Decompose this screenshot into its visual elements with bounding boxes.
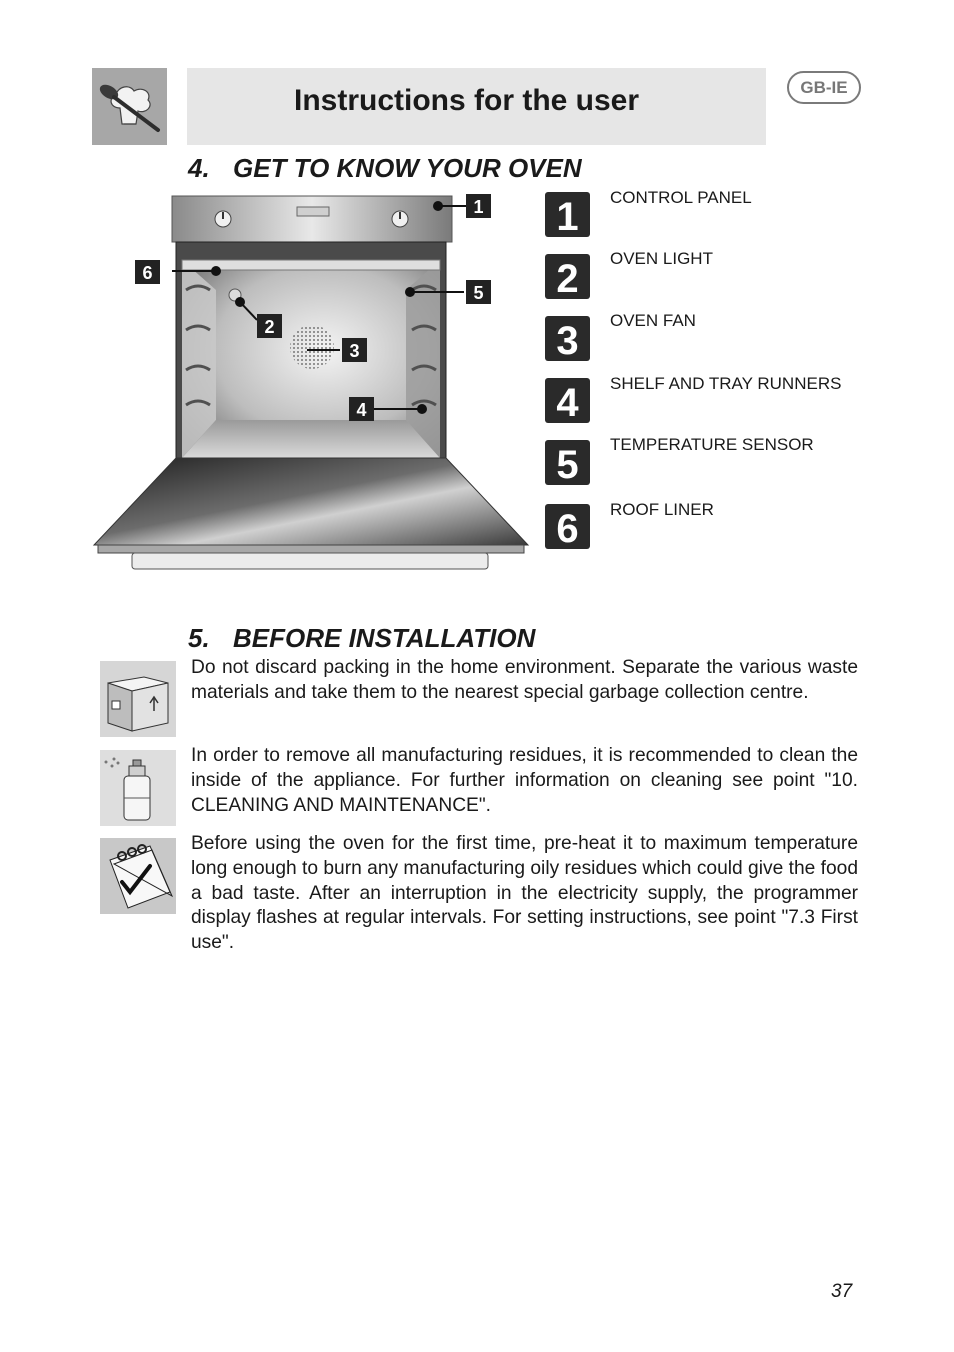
callout-4-label: 4 bbox=[356, 400, 367, 420]
paragraph-packing: Do not discard packing in the home environment. Separate the various waste materials and take them to the nearest special garbage collection centre. bbox=[191, 657, 858, 703]
callout-2-label: 2 bbox=[264, 317, 275, 337]
legend-label-roof-liner: ROOF LINER bbox=[610, 500, 714, 519]
callout-2 bbox=[257, 314, 282, 338]
legend-number-6 bbox=[545, 504, 590, 549]
brand-logo bbox=[92, 68, 167, 145]
section-4-heading: GET TO KNOW YOUR OVEN bbox=[233, 153, 582, 183]
packing-box-icon bbox=[100, 661, 176, 737]
legend-label-oven-fan: OVEN FAN bbox=[610, 311, 696, 330]
legend-label-shelf-runners: SHELF AND TRAY RUNNERS bbox=[610, 374, 842, 393]
legend-label-control-panel: CONTROL PANEL bbox=[610, 188, 752, 207]
spray-can-icon bbox=[100, 750, 176, 826]
paragraph-cleaning: In order to remove all manufacturing residues, it is recommended to clean the inside of the appliance. For further information on cleaning see point "10. CLEANING AND MAINTENANCE". bbox=[191, 745, 858, 816]
svg-text:4: 4 bbox=[556, 381, 579, 423]
section-5-title bbox=[188, 623, 535, 654]
notepad-check-icon bbox=[100, 838, 176, 914]
spoon-chef-hat-icon bbox=[92, 68, 167, 145]
legend-label-temperature-sensor: TEMPERATURE SENSOR bbox=[610, 435, 814, 454]
callout-1-label: 1 bbox=[473, 197, 484, 217]
callout-5 bbox=[466, 280, 491, 304]
callout-1 bbox=[466, 194, 491, 218]
callout-6 bbox=[135, 260, 160, 284]
oven-diagram bbox=[92, 190, 532, 575]
legend-number-5 bbox=[545, 440, 590, 485]
section-5-heading: BEFORE INSTALLATION bbox=[233, 623, 536, 653]
language-badge: GB-IE bbox=[787, 71, 861, 104]
legend-number-3 bbox=[545, 316, 590, 361]
page-number: 37 bbox=[831, 1281, 853, 1302]
legend-number-1 bbox=[545, 192, 590, 237]
paragraph-preheat: Before using the oven for the first time, pre-heat it to maximum temperature long enough to burn any manufacturing oily residues which could give the food a bad taste. After an interruption in the electricity supply, the programmer display flashes at regular intervals. For setting instructions, see point "7.3 First use". bbox=[191, 833, 858, 954]
section-4-number: 4. bbox=[188, 153, 210, 183]
svg-text:6: 6 bbox=[556, 507, 579, 549]
svg-text:1: 1 bbox=[556, 195, 579, 237]
header-bar bbox=[187, 68, 766, 145]
legend-number-2 bbox=[545, 254, 590, 299]
callout-4 bbox=[349, 397, 374, 421]
svg-text:5: 5 bbox=[556, 443, 579, 485]
legend-number-4 bbox=[545, 378, 590, 423]
legend-label-oven-light: OVEN LIGHT bbox=[610, 249, 713, 268]
callout-6-label: 6 bbox=[142, 263, 153, 283]
section-5-number: 5. bbox=[188, 623, 210, 653]
page-title: Instructions for the user bbox=[294, 84, 640, 117]
callout-3-label: 3 bbox=[349, 341, 360, 361]
callout-3 bbox=[342, 338, 367, 362]
callout-5-label: 5 bbox=[473, 283, 484, 303]
svg-text:2: 2 bbox=[556, 257, 579, 299]
svg-text:3: 3 bbox=[556, 319, 579, 361]
section-4-title bbox=[188, 153, 582, 184]
